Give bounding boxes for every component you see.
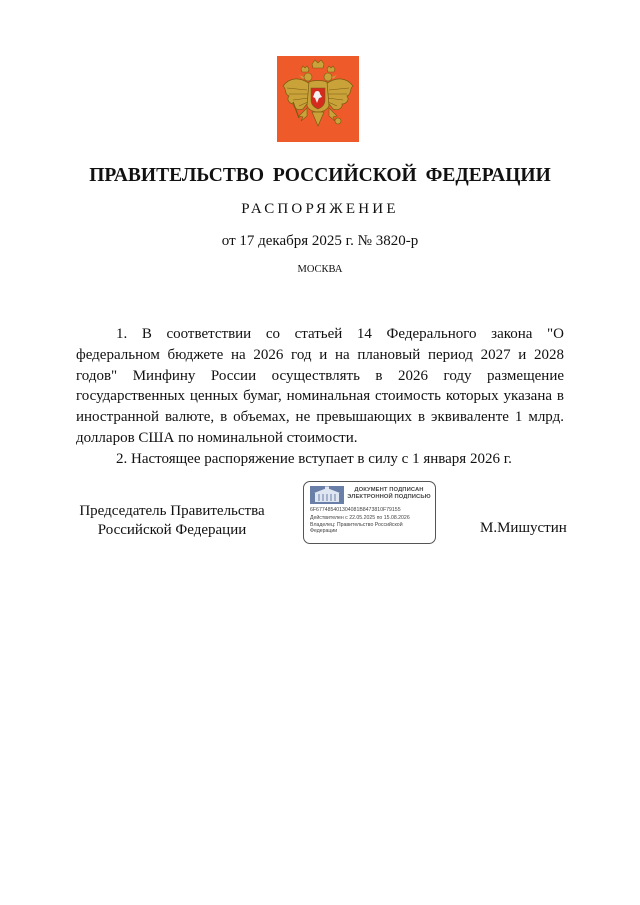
signer-name: М.Мишустин: [480, 520, 567, 536]
signer-title-line-2: Российской Федерации: [97, 522, 247, 538]
document-type: РАСПОРЯЖЕНИЕ: [241, 201, 399, 217]
government-building-icon: [310, 486, 344, 504]
stamp-owner-line-2: Федерации: [310, 528, 338, 534]
paragraph-2: 2. Настоящее распоряжение вступает в силу с 1 января 2026 г.: [116, 450, 512, 467]
document-body: [76, 324, 564, 470]
paragraph-1: 1. В соответствии со статьей 14 Федерального закона "О федеральном бюджете на 2026 год и на плановый период 2027 и 2028 годов" Минфину России осуществлять в 2026 году размещение государственных ценных бумаг, номинальная стоимость которых указана в иностранной валюте, в объемах, не превышающих в эквиваленте 1 млрд. долларов США по номинальной стоимости.: [76, 326, 564, 446]
stamp-header-line-2: ЭЛЕКТРОННОЙ ПОДПИСЬЮ: [347, 494, 431, 501]
signer-title: [72, 502, 272, 540]
stamp-header-line-1: ДОКУМЕНТ ПОДПИСАН: [354, 487, 424, 493]
document-date-number: от 17 декабря 2025 г. № 3820-р: [221, 233, 419, 249]
electronic-signature-stamp: [303, 481, 436, 544]
signer-title-line-1: Председатель Правительства: [79, 503, 265, 519]
stamp-owner-line-1: Владелец: Правительство Российской: [310, 522, 403, 528]
document-city: МОСКВА: [297, 264, 343, 275]
stamp-certificate: 6F677485401304081B8473810F79155: [310, 507, 401, 513]
stamp-validity: Действителен с 22.05.2025 по 15.08.2026: [310, 515, 410, 521]
russian-coat-of-arms-icon: [277, 56, 359, 142]
stamp-header: [344, 487, 434, 502]
government-title: ПРАВИТЕЛЬСТВО РОССИЙСКОЙ ФЕДЕРАЦИИ: [89, 165, 551, 186]
